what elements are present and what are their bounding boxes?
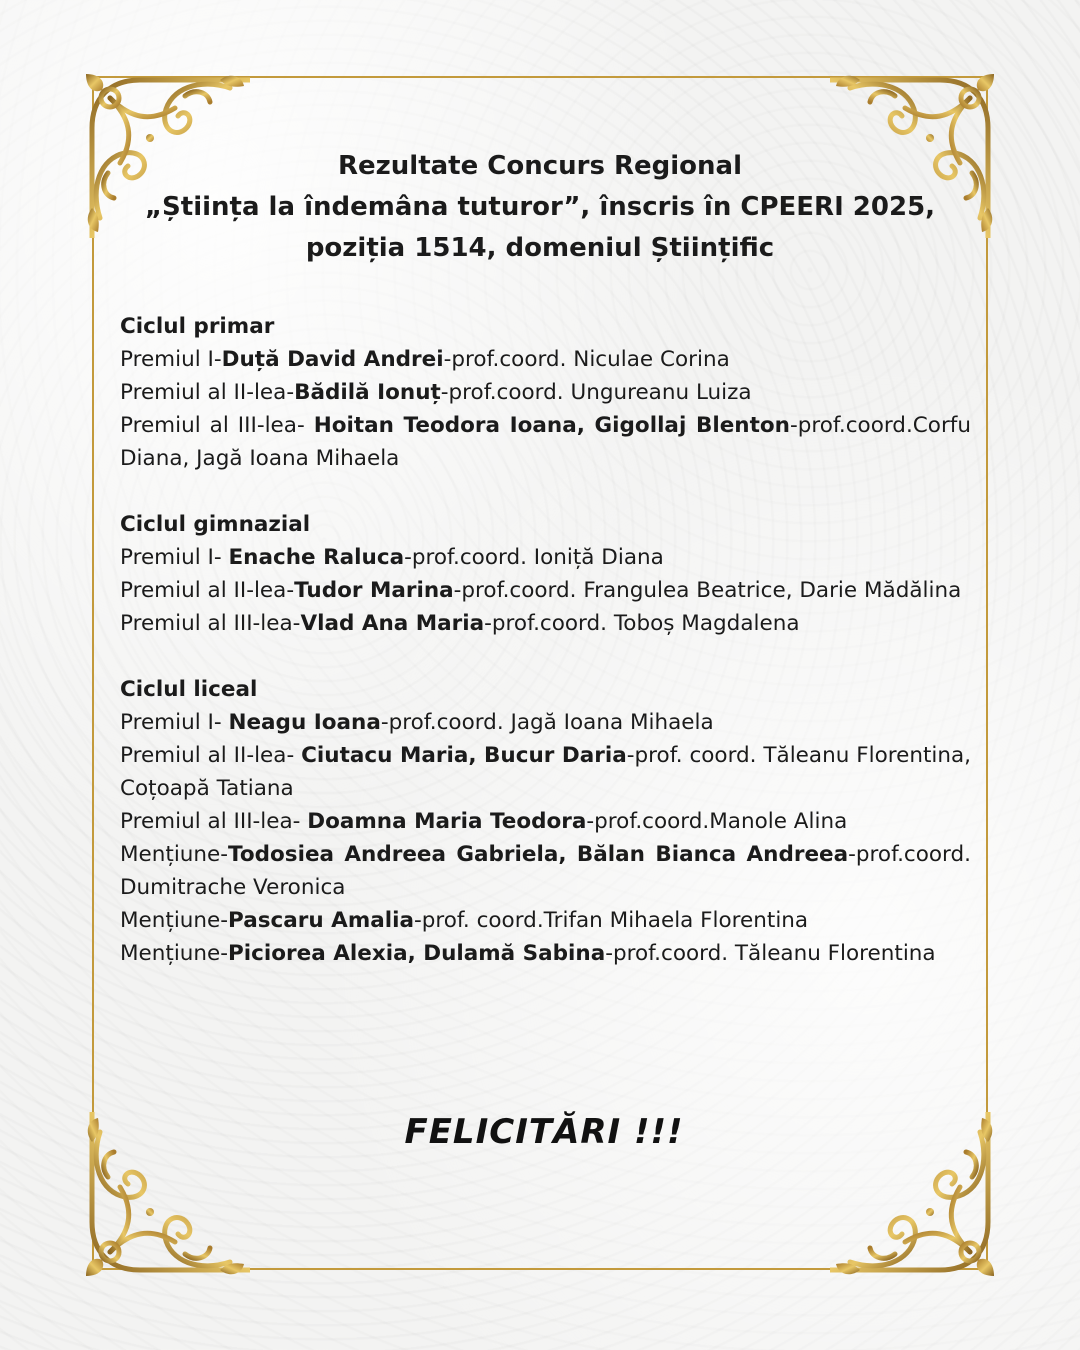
student-names: Ciutacu Maria, Bucur Daria (301, 743, 627, 768)
title-line-3: poziția 1514, domeniul Științific (305, 233, 775, 263)
student-names: Todosiea Andreea Gabriela, Bălan Bianca Andreea (228, 842, 849, 867)
student-names: Hoitan Teodora Ioana, Gigollaj Blenton (313, 413, 790, 438)
section-heading: Ciclul liceal (120, 677, 258, 702)
award-label: Mențiune- (120, 908, 229, 933)
coordinator: -prof.coord. Tăleanu Florentina (605, 941, 936, 966)
result-entry (120, 607, 971, 640)
student-names: Doamna Maria Teodora (307, 809, 587, 834)
coordinator: -prof.coord. Jagă Ioana Mihaela (380, 710, 714, 735)
award-label: Premiul al III-lea- (120, 413, 314, 438)
result-entry (120, 541, 971, 574)
result-entry (120, 706, 971, 739)
award-label: Premiul al II-lea- (120, 578, 295, 603)
coordinator: -prof.coord. Frangulea Beatrice, Darie Mădălina (453, 578, 962, 603)
coordinator: -prof.coord. Toboș Magdalena (484, 611, 800, 636)
section-heading: Ciclul primar (120, 314, 275, 339)
section-heading: Ciclul gimnazial (120, 512, 311, 537)
result-entry (120, 409, 971, 475)
section-ciclul-gimnazial (120, 508, 971, 640)
section-ciclul-primar (120, 310, 971, 475)
result-entry (120, 937, 971, 970)
student-names: Piciorea Alexia, Dulamă Sabina (228, 941, 606, 966)
result-entry (120, 739, 971, 805)
coordinator: -prof.coord. Ungureanu Luiza (440, 380, 752, 405)
result-entry (120, 376, 971, 409)
section-ciclul-liceal (120, 673, 971, 970)
coordinator: -prof.coord.Corfu Diana, Jagă Ioana Mihaela (120, 413, 971, 471)
coordinator: -prof. coord. Tăleanu Florentina, Coțoapă Tatiana (120, 743, 971, 801)
award-label: Premiul al III-lea- (120, 611, 301, 636)
result-entry (120, 838, 971, 904)
result-entry (120, 904, 971, 937)
student-names: Duță David Andrei (221, 347, 444, 372)
award-label: Mențiune- (120, 842, 229, 867)
award-label: Premiul I- (120, 710, 229, 735)
result-entry (120, 805, 971, 838)
student-names: Pascaru Amalia (228, 908, 414, 933)
student-names: Tudor Marina (294, 578, 454, 603)
student-names: Bădilă Ionuț (294, 380, 441, 405)
results-content (120, 310, 971, 1003)
award-label: Premiul al II-lea- (120, 743, 302, 768)
coordinator: -prof. coord.Trifan Mihaela Florentina (413, 908, 809, 933)
student-names: Vlad Ana Maria (300, 611, 485, 636)
title-line-2: „Știința la îndemâna tuturor”, înscris în CPEERI 2025, (144, 192, 936, 222)
coordinator: -prof.coord. Niculae Corina (443, 347, 730, 372)
closing-congratulations: FELICITĂRI !!! (404, 1112, 684, 1152)
title-line-1: Rezultate Concurs Regional (337, 151, 743, 181)
page-title (110, 146, 970, 269)
coordinator: -prof.coord. Dumitrache Veronica (120, 842, 971, 900)
result-entry (120, 343, 971, 376)
result-entry (120, 574, 971, 607)
award-label: Premiul al III-lea- (120, 809, 308, 834)
award-label: Premiul I- (120, 347, 222, 372)
award-label: Mențiune- (120, 941, 229, 966)
student-names: Neagu Ioana (228, 710, 381, 735)
coordinator: -prof.coord. Ioniță Diana (404, 545, 664, 570)
student-names: Enache Raluca (228, 545, 405, 570)
award-label: Premiul I- (120, 545, 229, 570)
coordinator: -prof.coord.Manole Alina (586, 809, 848, 834)
award-label: Premiul al II-lea- (120, 380, 295, 405)
